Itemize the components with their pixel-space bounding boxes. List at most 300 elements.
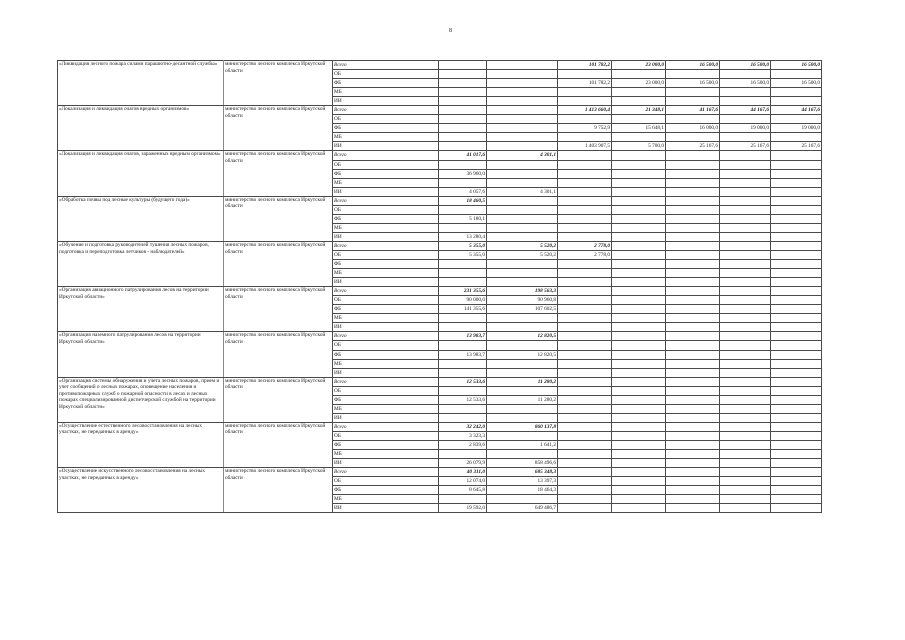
amount-cell: [666, 413, 720, 422]
amount-cell: [771, 223, 822, 232]
amount-cell: [720, 495, 771, 504]
amount-cell: 19 000,0: [720, 124, 771, 133]
amount-cell: [487, 278, 558, 287]
amount-cell: [771, 450, 822, 459]
amount-cell: [612, 241, 666, 250]
program-name-cell: «Ликвидация лесного пожара силами парашютно-десантной службы»: [58, 61, 224, 106]
amount-cell: [666, 359, 720, 368]
amount-cell: [771, 341, 822, 350]
amount-cell: 107 602,5: [487, 305, 558, 314]
amount-cell: [558, 386, 612, 395]
amount-cell: [771, 151, 822, 160]
program-name-cell: «Обработка почвы под лесные культуры (будущего года)»: [58, 196, 224, 241]
amount-cell: [558, 97, 612, 106]
amount-cell: [612, 178, 666, 187]
amount-cell: [720, 359, 771, 368]
amount-cell: [487, 413, 558, 422]
funding-source-cell: Всего: [333, 287, 439, 296]
amount-cell: [612, 459, 666, 468]
amount-cell: [771, 440, 822, 449]
amount-cell: [612, 260, 666, 269]
amount-cell: [558, 223, 612, 232]
amount-cell: [612, 377, 666, 386]
amount-cell: [558, 278, 612, 287]
amount-cell: [612, 287, 666, 296]
amount-cell: [666, 468, 720, 477]
amount-cell: [558, 413, 612, 422]
amount-cell: [666, 187, 720, 196]
amount-cell: [771, 250, 822, 259]
amount-cell: [771, 88, 822, 97]
amount-cell: [487, 205, 558, 214]
amount-cell: [439, 133, 487, 142]
amount-cell: [771, 178, 822, 187]
amount-cell: 1 641,2: [487, 440, 558, 449]
amount-cell: 101 782,2: [558, 79, 612, 88]
amount-cell: [612, 350, 666, 359]
amount-cell: [771, 377, 822, 386]
amount-cell: 15 648,1: [612, 124, 666, 133]
amount-cell: [666, 459, 720, 468]
amount-cell: [487, 269, 558, 278]
amount-cell: [771, 486, 822, 495]
amount-cell: 860 137,8: [487, 422, 558, 431]
funding-source-cell: Всего: [333, 241, 439, 250]
amount-cell: [720, 314, 771, 323]
amount-cell: [612, 404, 666, 413]
funding-source-cell: Всего: [333, 106, 439, 115]
funding-source-cell: Всего: [333, 151, 439, 160]
amount-cell: 18 460,5: [439, 196, 487, 205]
amount-cell: 3 323,3: [439, 431, 487, 440]
funding-source-cell: ОБ: [333, 386, 439, 395]
amount-cell: [612, 368, 666, 377]
amount-cell: 40 311,0: [439, 468, 487, 477]
amount-cell: 198 563,3: [487, 287, 558, 296]
program-name-cell: «Локализация и ликвидация очагов вредных организмов»: [58, 106, 224, 151]
amount-cell: [558, 495, 612, 504]
amount-cell: 11 280,2: [487, 377, 558, 386]
amount-cell: [771, 133, 822, 142]
amount-cell: [666, 314, 720, 323]
table-row: [58, 287, 822, 296]
amount-cell: 5 355,0: [439, 250, 487, 259]
funding-source-cell: ИИ: [333, 504, 439, 513]
funding-source-cell: ОБ: [333, 205, 439, 214]
program-name-cell: «Организация системы обнаружения и учета лесных пожаров, прием и учет сообщений о лесных пожарах, оповещение населения и противопожарных служб о пожарной опасности в лесах и лесных пожарах специализированной диспетчерской службой на территории Иркутской области»: [58, 377, 224, 422]
amount-cell: [720, 133, 771, 142]
amount-cell: 19 000,0: [771, 124, 822, 133]
amount-cell: [612, 187, 666, 196]
amount-cell: [439, 70, 487, 79]
amount-cell: [720, 468, 771, 477]
amount-cell: [612, 97, 666, 106]
amount-cell: [666, 287, 720, 296]
amount-cell: 13 983,7: [439, 350, 487, 359]
funding-source-cell: ОБ: [333, 477, 439, 486]
amount-cell: 16 000,0: [666, 124, 720, 133]
amount-cell: [720, 422, 771, 431]
amount-cell: [720, 296, 771, 305]
executor-cell: министерство лесного комплекса Иркутской области: [224, 422, 333, 467]
amount-cell: [487, 404, 558, 413]
amount-cell: 23 000,0: [612, 79, 666, 88]
table-row: [58, 422, 822, 431]
amount-cell: [771, 305, 822, 314]
program-name-cell: «Локализация и ликвидация очагов, зараженных вредным организмом»: [58, 151, 224, 196]
amount-cell: 16 500,0: [771, 79, 822, 88]
amount-cell: [612, 305, 666, 314]
amount-cell: 12 533,6: [439, 395, 487, 404]
amount-cell: [720, 431, 771, 440]
amount-cell: [612, 450, 666, 459]
amount-cell: [720, 151, 771, 160]
amount-cell: [487, 368, 558, 377]
amount-cell: [612, 296, 666, 305]
amount-cell: [720, 169, 771, 178]
amount-cell: 23 000,0: [612, 61, 666, 70]
amount-cell: [558, 115, 612, 124]
executor-cell: министерство лесного комплекса Иркутской области: [224, 287, 333, 332]
amount-cell: [720, 187, 771, 196]
funding-source-cell: МБ: [333, 178, 439, 187]
amount-cell: [439, 323, 487, 332]
amount-cell: 16 500,0: [666, 79, 720, 88]
amount-cell: [666, 196, 720, 205]
amount-cell: [720, 350, 771, 359]
funding-source-cell: ФБ: [333, 260, 439, 269]
amount-cell: [771, 97, 822, 106]
amount-cell: [487, 450, 558, 459]
budget-table: [57, 60, 822, 513]
amount-cell: [439, 106, 487, 115]
amount-cell: [487, 79, 558, 88]
amount-cell: [666, 151, 720, 160]
amount-cell: [666, 260, 720, 269]
amount-cell: [666, 178, 720, 187]
amount-cell: [720, 214, 771, 223]
amount-cell: [720, 341, 771, 350]
amount-cell: 685 348,3: [487, 468, 558, 477]
amount-cell: [666, 422, 720, 431]
amount-cell: [666, 70, 720, 79]
amount-cell: [771, 395, 822, 404]
amount-cell: [439, 61, 487, 70]
funding-source-cell: ИИ: [333, 413, 439, 422]
amount-cell: [720, 477, 771, 486]
amount-cell: [558, 178, 612, 187]
amount-cell: 13 397,3: [487, 477, 558, 486]
amount-cell: 12 074,0: [439, 477, 487, 486]
funding-source-cell: ФБ: [333, 124, 439, 133]
amount-cell: [720, 160, 771, 169]
amount-cell: 44 167,6: [771, 106, 822, 115]
amount-cell: [439, 79, 487, 88]
amount-cell: [487, 61, 558, 70]
amount-cell: 26 079,9: [439, 459, 487, 468]
amount-cell: 18 464,3: [487, 486, 558, 495]
amount-cell: [771, 214, 822, 223]
funding-source-cell: ОБ: [333, 250, 439, 259]
amount-cell: [612, 495, 666, 504]
amount-cell: [612, 422, 666, 431]
funding-source-cell: МБ: [333, 359, 439, 368]
funding-source-cell: ФБ: [333, 79, 439, 88]
amount-cell: [558, 287, 612, 296]
amount-cell: [666, 305, 720, 314]
amount-cell: 25 167,6: [666, 142, 720, 151]
amount-cell: 12 820,5: [487, 350, 558, 359]
amount-cell: [666, 97, 720, 106]
amount-cell: [666, 477, 720, 486]
amount-cell: 25 167,6: [720, 142, 771, 151]
funding-source-cell: МБ: [333, 404, 439, 413]
amount-cell: [720, 368, 771, 377]
amount-cell: [771, 232, 822, 241]
amount-cell: [612, 269, 666, 278]
amount-cell: [439, 178, 487, 187]
amount-cell: [771, 332, 822, 341]
amount-cell: [666, 332, 720, 341]
amount-cell: 2 778,0: [558, 250, 612, 259]
amount-cell: [612, 341, 666, 350]
amount-cell: 16 500,0: [720, 79, 771, 88]
amount-cell: [612, 440, 666, 449]
funding-source-cell: Всего: [333, 468, 439, 477]
amount-cell: [558, 70, 612, 79]
amount-cell: 16 500,0: [720, 61, 771, 70]
amount-cell: [487, 314, 558, 323]
amount-cell: [439, 115, 487, 124]
table-row: [58, 332, 822, 341]
amount-cell: [612, 477, 666, 486]
amount-cell: [487, 359, 558, 368]
amount-cell: [720, 178, 771, 187]
amount-cell: [720, 97, 771, 106]
amount-cell: 41 017,6: [439, 151, 487, 160]
amount-cell: [558, 232, 612, 241]
amount-cell: [439, 495, 487, 504]
amount-cell: [720, 278, 771, 287]
amount-cell: [558, 468, 612, 477]
funding-source-cell: ФБ: [333, 350, 439, 359]
funding-source-cell: ОБ: [333, 341, 439, 350]
amount-cell: [558, 88, 612, 97]
amount-cell: 4 057,6: [439, 187, 487, 196]
funding-source-cell: ФБ: [333, 169, 439, 178]
amount-cell: [487, 232, 558, 241]
funding-source-cell: ОБ: [333, 115, 439, 124]
amount-cell: [720, 386, 771, 395]
amount-cell: [771, 468, 822, 477]
executor-cell: министерство лесного комплекса Иркутской области: [224, 106, 333, 151]
amount-cell: [612, 413, 666, 422]
amount-cell: [771, 495, 822, 504]
amount-cell: [439, 223, 487, 232]
amount-cell: [666, 241, 720, 250]
funding-source-cell: Всего: [333, 377, 439, 386]
funding-source-cell: ИИ: [333, 459, 439, 468]
amount-cell: [720, 250, 771, 259]
program-name-cell: «Организация наземного патрулирования лесов на территории Иркутской области»: [58, 332, 224, 377]
amount-cell: [720, 115, 771, 124]
amount-cell: [558, 377, 612, 386]
funding-source-cell: Всего: [333, 61, 439, 70]
amount-cell: [666, 495, 720, 504]
amount-cell: 5 520,2: [487, 241, 558, 250]
amount-cell: [666, 504, 720, 513]
executor-cell: министерство лесного комплекса Иркутской области: [224, 468, 333, 513]
amount-cell: [439, 124, 487, 133]
amount-cell: [720, 269, 771, 278]
amount-cell: [720, 440, 771, 449]
amount-cell: [612, 468, 666, 477]
amount-cell: 5 700,0: [612, 142, 666, 151]
amount-cell: 5 520,2: [487, 250, 558, 259]
amount-cell: [612, 205, 666, 214]
amount-cell: [612, 386, 666, 395]
program-name-cell: «Осуществление естественного лесовосстановления на лесных участках, не переданных в аренду»: [58, 422, 224, 467]
amount-cell: [771, 160, 822, 169]
amount-cell: [612, 169, 666, 178]
amount-cell: [558, 151, 612, 160]
amount-cell: 19 592,0: [439, 504, 487, 513]
table-row: [58, 106, 822, 115]
amount-cell: [558, 404, 612, 413]
executor-cell: министерство лесного комплекса Иркутской области: [224, 61, 333, 106]
amount-cell: [771, 205, 822, 214]
amount-cell: [487, 169, 558, 178]
amount-cell: 90 000,0: [439, 296, 487, 305]
funding-source-cell: ФБ: [333, 486, 439, 495]
amount-cell: [720, 70, 771, 79]
amount-cell: [558, 459, 612, 468]
amount-cell: [558, 368, 612, 377]
amount-cell: [720, 88, 771, 97]
page-number: 8: [449, 28, 452, 34]
amount-cell: [487, 124, 558, 133]
amount-cell: [666, 323, 720, 332]
amount-cell: 32 242,0: [439, 422, 487, 431]
amount-cell: [771, 187, 822, 196]
amount-cell: [771, 196, 822, 205]
amount-cell: 25 167,6: [771, 142, 822, 151]
amount-cell: [487, 323, 558, 332]
amount-cell: [771, 404, 822, 413]
amount-cell: [612, 133, 666, 142]
amount-cell: [666, 160, 720, 169]
amount-cell: [771, 413, 822, 422]
amount-cell: [612, 504, 666, 513]
amount-cell: [439, 404, 487, 413]
amount-cell: [771, 169, 822, 178]
funding-source-cell: ОБ: [333, 160, 439, 169]
program-name-cell: «Осуществление искусственного лесовосстановления на лесных участках, не переданных в аренду»: [58, 468, 224, 513]
amount-cell: [439, 368, 487, 377]
amount-cell: 12 533,6: [439, 377, 487, 386]
amount-cell: [666, 368, 720, 377]
amount-cell: [487, 431, 558, 440]
amount-cell: [558, 323, 612, 332]
amount-cell: [558, 169, 612, 178]
amount-cell: 141 355,6: [439, 305, 487, 314]
amount-cell: [720, 332, 771, 341]
amount-cell: [612, 214, 666, 223]
amount-cell: [558, 486, 612, 495]
amount-cell: [666, 115, 720, 124]
amount-cell: [720, 305, 771, 314]
amount-cell: [439, 97, 487, 106]
amount-cell: [487, 97, 558, 106]
amount-cell: [771, 477, 822, 486]
amount-cell: 9 752,9: [558, 124, 612, 133]
funding-source-cell: ФБ: [333, 305, 439, 314]
funding-source-cell: МБ: [333, 223, 439, 232]
amount-cell: [558, 450, 612, 459]
amount-cell: 1 403 907,5: [558, 142, 612, 151]
amount-cell: [612, 232, 666, 241]
amount-cell: [487, 160, 558, 169]
amount-cell: [558, 214, 612, 223]
amount-cell: 4 301,1: [487, 187, 558, 196]
amount-cell: [612, 332, 666, 341]
amount-cell: [720, 241, 771, 250]
funding-source-cell: Всего: [333, 196, 439, 205]
amount-cell: 41 167,6: [666, 106, 720, 115]
amount-cell: [720, 205, 771, 214]
amount-cell: [666, 278, 720, 287]
amount-cell: [612, 314, 666, 323]
amount-cell: [439, 314, 487, 323]
amount-cell: [612, 250, 666, 259]
amount-cell: 101 782,2: [558, 61, 612, 70]
funding-source-cell: МБ: [333, 88, 439, 97]
amount-cell: 21 348,1: [612, 106, 666, 115]
amount-cell: [666, 133, 720, 142]
amount-cell: [558, 477, 612, 486]
amount-cell: [720, 486, 771, 495]
amount-cell: [666, 386, 720, 395]
amount-cell: [487, 495, 558, 504]
program-name-cell: «Обучение и подготовка руководителей тушения лесных пожаров, подготовка и переподготовка летчиков - наблюдателей»: [58, 241, 224, 286]
amount-cell: [720, 413, 771, 422]
funding-source-cell: ФБ: [333, 395, 439, 404]
funding-source-cell: ОБ: [333, 70, 439, 79]
amount-cell: [558, 395, 612, 404]
amount-cell: [439, 278, 487, 287]
amount-cell: [558, 260, 612, 269]
amount-cell: 231 355,6: [439, 287, 487, 296]
amount-cell: [558, 440, 612, 449]
amount-cell: [666, 269, 720, 278]
executor-cell: министерство лесного комплекса Иркутской области: [224, 377, 333, 422]
funding-source-cell: ИИ: [333, 323, 439, 332]
amount-cell: [558, 160, 612, 169]
funding-source-cell: МБ: [333, 314, 439, 323]
amount-cell: [612, 431, 666, 440]
amount-cell: [666, 250, 720, 259]
amount-cell: [771, 287, 822, 296]
amount-cell: [558, 341, 612, 350]
amount-cell: [558, 269, 612, 278]
amount-cell: [771, 260, 822, 269]
amount-cell: [771, 70, 822, 79]
amount-cell: [771, 359, 822, 368]
amount-cell: [771, 296, 822, 305]
program-name-cell: «Организация авиационного патрулирования лесов на территории Иркутской области»: [58, 287, 224, 332]
amount-cell: [487, 223, 558, 232]
amount-cell: 649 486,7: [487, 504, 558, 513]
